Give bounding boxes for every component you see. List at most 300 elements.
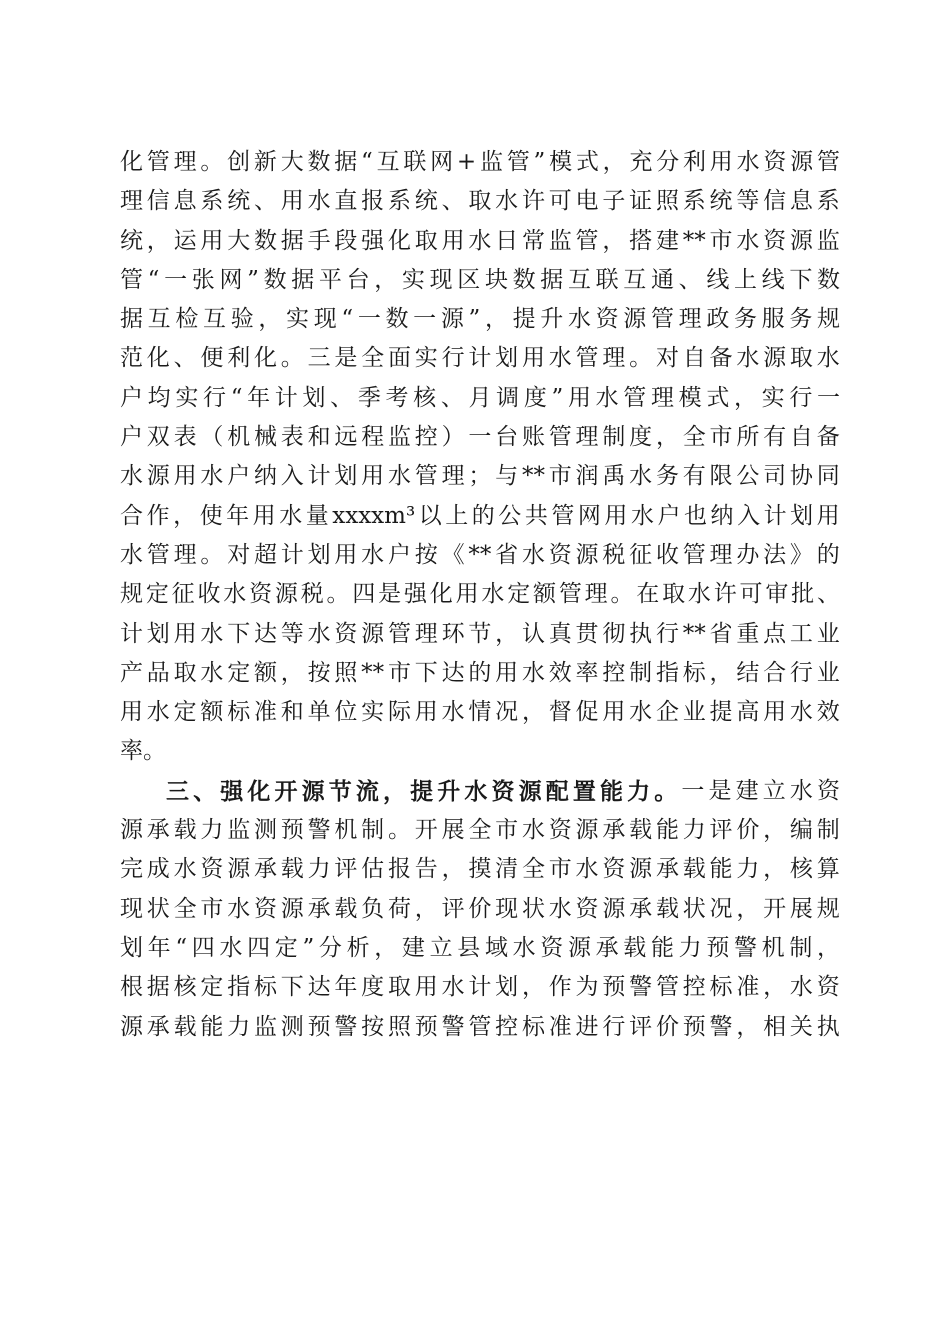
text-line xyxy=(120,890,840,929)
text-glyph: 运 xyxy=(173,227,197,254)
text-glyph: 资 xyxy=(816,974,840,1001)
text-glyph: 计 xyxy=(468,345,492,372)
text-glyph: 提 xyxy=(709,699,733,726)
text-line xyxy=(120,457,840,496)
text-glyph: 区 xyxy=(457,266,481,293)
text-glyph: 水 xyxy=(307,620,331,647)
text-glyph: 程 xyxy=(361,424,385,451)
text-glyph: 考 xyxy=(385,384,409,411)
text-glyph: ， xyxy=(736,895,760,922)
text-glyph: 源 xyxy=(227,856,251,883)
text-glyph: 监 xyxy=(227,817,251,844)
text-glyph: 下 xyxy=(789,266,813,293)
text-glyph: 指 xyxy=(227,974,251,1001)
text-glyph: 水 xyxy=(687,581,711,608)
text-glyph: 禹 xyxy=(602,463,626,490)
text-glyph: 规 xyxy=(817,306,840,333)
text-glyph: 定 xyxy=(173,699,197,726)
text-glyph: 承 xyxy=(595,934,619,961)
text-glyph: 系 xyxy=(200,188,224,215)
text-glyph: 公 xyxy=(736,463,760,490)
text-glyph: 监 xyxy=(548,227,572,254)
text-glyph: 报 xyxy=(387,856,411,883)
text-glyph: 机 xyxy=(334,817,358,844)
text-glyph: 关 xyxy=(789,1013,813,1040)
text-glyph: 承 xyxy=(146,817,170,844)
text-glyph: 水 xyxy=(481,581,505,608)
text-glyph: 力 xyxy=(227,1013,251,1040)
text-glyph: 状 xyxy=(682,895,706,922)
text-glyph: “ xyxy=(147,266,160,293)
section-heading-line xyxy=(120,772,840,811)
text-glyph: 相 xyxy=(763,1013,787,1040)
text-glyph: 达 xyxy=(307,974,331,1001)
text-glyph: 用 xyxy=(334,541,358,568)
text-glyph: 核 xyxy=(413,384,437,411)
text-glyph: 定 xyxy=(507,581,531,608)
text-glyph: 管 xyxy=(146,149,170,175)
text-glyph: 源 xyxy=(602,895,626,922)
text-glyph: 管 xyxy=(575,227,599,254)
text-glyph: 利 xyxy=(683,149,706,175)
section-heading-glyph: 流 xyxy=(355,777,379,805)
text-glyph: 预 xyxy=(414,1013,438,1040)
text-glyph: 源 xyxy=(629,856,653,883)
text-glyph: 用 xyxy=(173,463,197,490)
text-glyph: 准 xyxy=(253,699,277,726)
text-glyph: ， xyxy=(495,620,519,647)
text-glyph: 制 xyxy=(629,659,653,686)
text-run: 率。 xyxy=(120,738,166,765)
section-heading-glyph: 置 xyxy=(572,777,596,805)
text-glyph: ， xyxy=(521,974,545,1001)
text-glyph: 警 xyxy=(629,974,653,1001)
text-glyph: 备 xyxy=(816,424,840,451)
text-glyph: 机 xyxy=(227,424,251,451)
text-glyph: 水 xyxy=(200,620,224,647)
text-glyph: 与 xyxy=(495,463,519,490)
text-glyph: 市 xyxy=(495,817,519,844)
text-glyph: 面 xyxy=(387,345,411,372)
text-glyph: 展 xyxy=(441,817,465,844)
section-heading-glyph: 。 xyxy=(654,777,678,805)
text-glyph: 一 xyxy=(817,384,840,411)
text-glyph: 承 xyxy=(146,1013,170,1040)
text-glyph: ， xyxy=(258,306,282,333)
text-glyph: 。 xyxy=(387,817,411,844)
text-glyph: 力 xyxy=(678,934,702,961)
text-glyph: 水 xyxy=(789,777,813,804)
text-glyph: ， xyxy=(763,817,787,844)
text-glyph: 。 xyxy=(280,345,304,372)
text-glyph: ， xyxy=(414,895,438,922)
text-glyph: 是 xyxy=(334,345,358,372)
text-glyph: 品 xyxy=(146,659,170,686)
text-glyph: 管 xyxy=(551,502,575,529)
text-glyph: 可 xyxy=(548,188,572,215)
text-glyph: 息 xyxy=(789,188,813,215)
text-glyph: 上 xyxy=(733,266,757,293)
text-glyph: 市 xyxy=(709,227,733,254)
text-glyph: 数 xyxy=(512,266,536,293)
text-glyph: 新 xyxy=(253,149,277,175)
text-glyph: ” xyxy=(551,384,564,411)
text-glyph: 量 xyxy=(305,502,329,529)
text-glyph: 服 xyxy=(761,306,785,333)
text-glyph: 户 xyxy=(120,424,143,451)
text-glyph: 张 xyxy=(191,266,215,293)
text-glyph: 用 xyxy=(567,384,591,411)
text-glyph: 控 xyxy=(495,1013,519,1040)
text-glyph: 况 xyxy=(709,895,733,922)
text-glyph: 建 xyxy=(655,227,679,254)
text-glyph: 计 xyxy=(763,502,787,529)
text-glyph: 等 xyxy=(280,620,304,647)
text-glyph: 管 xyxy=(575,345,599,372)
text-glyph: 入 xyxy=(280,463,304,490)
text-glyph: 载 xyxy=(682,856,706,883)
text-glyph: 高 xyxy=(736,699,760,726)
text-glyph: 资 xyxy=(548,817,572,844)
text-glyph: 水 xyxy=(816,345,840,372)
text-glyph: 管 xyxy=(414,463,438,490)
text-glyph: 系 xyxy=(387,188,411,215)
section-heading-glyph: 配 xyxy=(545,777,569,805)
text-glyph: 》 xyxy=(789,541,813,568)
text-glyph: 全 xyxy=(173,895,197,922)
text-glyph: 年 xyxy=(147,934,171,961)
text-glyph: 预 xyxy=(602,974,626,1001)
text-glyph: 系 xyxy=(816,188,840,215)
text-glyph: 效 xyxy=(816,699,840,726)
text-glyph: 数 xyxy=(263,266,287,293)
text-glyph: 理 xyxy=(602,345,626,372)
text-glyph: 分 xyxy=(656,149,680,175)
text-glyph: 以 xyxy=(418,502,442,529)
text-glyph: 化 xyxy=(120,149,143,175)
text-glyph: 行 xyxy=(789,384,813,411)
text-glyph: 信 xyxy=(146,188,170,215)
text-glyph: 定 xyxy=(145,581,169,608)
text-glyph: 水 xyxy=(575,856,599,883)
text-glyph: 一 xyxy=(413,306,437,333)
text-glyph: 源 xyxy=(789,227,813,254)
text-glyph: 户 xyxy=(657,502,681,529)
section-heading-glyph: 能 xyxy=(600,777,623,805)
text-glyph: 水 xyxy=(219,934,243,961)
text-glyph: 警 xyxy=(709,1013,733,1040)
text-glyph: 按 xyxy=(414,541,438,568)
text-glyph: ** xyxy=(361,659,385,686)
text-glyph: 大 xyxy=(227,227,251,254)
text-glyph: 力 xyxy=(307,856,331,883)
text-glyph: 远 xyxy=(334,424,358,451)
text-glyph: ” xyxy=(247,266,259,293)
text-glyph: 强 xyxy=(403,581,427,608)
text-glyph: 结 xyxy=(736,659,760,686)
text-glyph: 创 xyxy=(227,149,251,175)
text-glyph: 制 xyxy=(602,424,626,451)
text-glyph: 计 xyxy=(280,541,304,568)
text-glyph: 理 xyxy=(441,463,465,490)
text-glyph: 载 xyxy=(173,1013,197,1040)
text-glyph: 系 xyxy=(682,188,706,215)
text-glyph: 度 xyxy=(629,424,653,451)
text-glyph: 季 xyxy=(357,384,381,411)
text-glyph: 源 xyxy=(440,306,464,333)
text-glyph: 式 xyxy=(575,149,599,175)
text-glyph: 数 xyxy=(385,306,409,333)
text-glyph: 《 xyxy=(441,541,465,568)
text-glyph: 开 xyxy=(763,895,787,922)
text-glyph: 根 xyxy=(120,974,143,1001)
text-glyph: 位 xyxy=(334,699,358,726)
text-line xyxy=(120,850,840,889)
text-glyph: 用 xyxy=(280,188,304,215)
text-glyph: 务 xyxy=(655,463,679,490)
text-glyph: 取 xyxy=(414,227,438,254)
text-glyph: 水 xyxy=(629,699,653,726)
text-glyph: 水 xyxy=(521,659,545,686)
text-glyph: 理 xyxy=(709,541,733,568)
text-glyph: 据 xyxy=(540,266,564,293)
text-glyph: 预 xyxy=(682,1013,706,1040)
text-glyph: 管 xyxy=(506,149,530,175)
text-glyph: 水 xyxy=(548,345,572,372)
text-glyph: 收 xyxy=(655,541,679,568)
text-glyph: 按 xyxy=(307,659,331,686)
text-glyph: 监 xyxy=(479,149,503,175)
text-glyph: 的 xyxy=(468,659,492,686)
text-glyph: 水 xyxy=(146,699,170,726)
text-glyph: 准 xyxy=(548,1013,572,1040)
text-glyph: 控 xyxy=(602,659,626,686)
text-glyph: 月 xyxy=(468,384,492,411)
section-heading-glyph: 、 xyxy=(193,777,217,805)
text-line xyxy=(120,379,840,418)
text-glyph: 监 xyxy=(387,424,411,451)
text-glyph: 水 xyxy=(227,895,251,922)
text-glyph: 使 xyxy=(199,502,223,529)
text-glyph: 控 xyxy=(682,974,706,1001)
text-glyph: 监 xyxy=(816,227,840,254)
text-glyph: 核 xyxy=(173,974,197,1001)
text-glyph: 达 xyxy=(253,620,277,647)
text-glyph: 证 xyxy=(629,188,653,215)
text-glyph: 标 xyxy=(227,699,251,726)
text-glyph: 立 xyxy=(762,777,786,804)
text-glyph: 据 xyxy=(120,306,143,333)
text-glyph: 定 xyxy=(227,659,251,686)
text-glyph: 公 xyxy=(498,502,522,529)
text-glyph: 实 xyxy=(361,699,385,726)
text-glyph: 价 xyxy=(736,817,760,844)
text-line xyxy=(120,968,840,1007)
text-glyph: 源 xyxy=(575,817,599,844)
text-glyph: 资 xyxy=(595,306,619,333)
text-glyph: 承 xyxy=(629,895,653,922)
text-glyph: 全 xyxy=(521,856,545,883)
text-glyph: 直 xyxy=(334,188,358,215)
text-line xyxy=(120,497,840,536)
text-glyph: 划 xyxy=(307,541,331,568)
text-glyph: 化 xyxy=(253,345,277,372)
text-glyph: 和 xyxy=(307,424,331,451)
text-glyph: 、 xyxy=(253,188,277,215)
text-glyph: 展 xyxy=(789,895,813,922)
text-line xyxy=(120,222,840,261)
text-glyph: 备 xyxy=(709,345,733,372)
text-line xyxy=(120,654,840,693)
text-glyph: 用 xyxy=(252,502,276,529)
text-glyph: 实 xyxy=(175,384,199,411)
text-glyph: 水 xyxy=(789,699,813,726)
text-glyph: 行 xyxy=(655,620,679,647)
text-glyph: 警 xyxy=(733,934,757,961)
text-glyph: 立 xyxy=(429,934,453,961)
text-glyph: 管 xyxy=(655,974,679,1001)
text-glyph: 水 xyxy=(279,502,303,529)
text-glyph: 用 xyxy=(709,149,733,175)
text-glyph: 情 xyxy=(468,699,492,726)
text-glyph: 资 xyxy=(817,777,840,804)
text-glyph: 水 xyxy=(223,581,247,608)
text-glyph: 水 xyxy=(789,974,813,1001)
text-glyph: 控 xyxy=(414,424,438,451)
text-glyph: 取 xyxy=(468,188,492,215)
text-glyph: 。 xyxy=(610,581,634,608)
text-glyph: 的 xyxy=(471,502,495,529)
text-glyph: 源 xyxy=(120,817,143,844)
section-heading-glyph: 力 xyxy=(627,777,651,805)
text-glyph: 清 xyxy=(495,856,519,883)
text-glyph: 互 xyxy=(376,149,400,175)
text-glyph: 县 xyxy=(457,934,481,961)
text-glyph: 征 xyxy=(171,581,195,608)
text-glyph: 管 xyxy=(650,306,674,333)
text-glyph: 入 xyxy=(737,502,761,529)
text-glyph: 资 xyxy=(249,581,273,608)
text-glyph: 业 xyxy=(816,620,840,647)
text-glyph: 理 xyxy=(173,149,197,175)
text-line xyxy=(120,182,840,221)
text-glyph: 水 xyxy=(521,541,545,568)
text-glyph: 务 xyxy=(733,306,757,333)
text-glyph: 标 xyxy=(521,1013,545,1040)
text-glyph: 有 xyxy=(763,424,787,451)
text-glyph: 省 xyxy=(709,620,733,647)
text-glyph: 承 xyxy=(307,895,331,922)
text-glyph: 联 xyxy=(595,266,619,293)
text-glyph: 三 xyxy=(307,345,331,372)
text-glyph: （ xyxy=(200,424,224,451)
text-glyph: ， xyxy=(602,149,626,175)
text-glyph: 际 xyxy=(387,699,411,726)
text-glyph: 源 xyxy=(274,581,298,608)
text-glyph: ， xyxy=(763,856,787,883)
text-glyph: 标 xyxy=(253,974,277,1001)
text-glyph: 完 xyxy=(120,856,143,883)
text-glyph: 价 xyxy=(468,895,492,922)
text-glyph: 评 xyxy=(709,817,733,844)
text-glyph: 下 xyxy=(227,620,251,647)
text-glyph: 指 xyxy=(655,659,679,686)
text-glyph: ** xyxy=(468,541,492,568)
text-line xyxy=(120,536,840,575)
text-glyph: 许 xyxy=(521,188,545,215)
text-glyph: 双 xyxy=(146,424,170,451)
text-glyph: 企 xyxy=(655,699,679,726)
text-glyph: 规 xyxy=(816,895,840,922)
text-glyph: ” xyxy=(302,934,315,961)
text-glyph: 编 xyxy=(789,817,813,844)
text-glyph: ， xyxy=(173,502,197,529)
text-glyph: 作 xyxy=(146,502,170,529)
text-glyph: 用 xyxy=(441,227,465,254)
text-glyph: 便 xyxy=(200,345,224,372)
text-glyph: 税 xyxy=(300,581,324,608)
text-glyph: 机 xyxy=(761,934,785,961)
text-glyph: 台 xyxy=(495,424,519,451)
text-glyph: 标 xyxy=(709,974,733,1001)
text-glyph: 管 xyxy=(468,1013,492,1040)
text-glyph: 水 xyxy=(441,699,465,726)
text-glyph: 合 xyxy=(763,659,787,686)
text-glyph: 表 xyxy=(173,424,197,451)
text-glyph: ** xyxy=(521,463,545,490)
text-line xyxy=(120,693,840,732)
text-glyph: ； xyxy=(468,463,492,490)
text-glyph: 共 xyxy=(524,502,548,529)
text-glyph: 纳 xyxy=(253,463,277,490)
text-glyph: 水 xyxy=(200,659,224,686)
text-glyph: 源 xyxy=(790,149,814,175)
text-line xyxy=(120,143,840,182)
text-glyph: 水 xyxy=(521,817,545,844)
text-glyph: 管 xyxy=(623,384,647,411)
text-glyph: 资 xyxy=(253,895,277,922)
text-glyph: 电 xyxy=(575,188,599,215)
text-glyph: 数 xyxy=(253,227,277,254)
text-glyph: 水 xyxy=(595,384,619,411)
text-glyph: 率 xyxy=(575,659,599,686)
text-glyph: 额 xyxy=(253,659,277,686)
text-glyph: 自 xyxy=(789,424,813,451)
text-glyph: ” xyxy=(533,149,546,175)
text-glyph: 源 xyxy=(361,620,385,647)
text-glyph: 理 xyxy=(414,620,438,647)
text-glyph: 息 xyxy=(173,188,197,215)
text-glyph: 用 xyxy=(361,463,385,490)
text-glyph: 计 xyxy=(468,974,492,1001)
text-glyph: 利 xyxy=(227,345,251,372)
text-glyph: 取 xyxy=(662,581,686,608)
text-glyph: ） xyxy=(441,424,465,451)
text-glyph: 划 xyxy=(790,502,814,529)
text-glyph: 管 xyxy=(558,581,582,608)
text-glyph: ” xyxy=(468,306,481,333)
text-glyph: 能 xyxy=(709,856,733,883)
text-glyph: 取 xyxy=(387,974,411,1001)
text-glyph: 况 xyxy=(495,699,519,726)
text-glyph: 载 xyxy=(623,934,647,961)
text-glyph: 全 xyxy=(468,817,492,844)
text-line xyxy=(120,575,840,614)
text-glyph: 水 xyxy=(629,463,653,490)
text-glyph: 资 xyxy=(334,620,358,647)
text-glyph: 市 xyxy=(548,463,572,490)
text-glyph: 据 xyxy=(334,149,358,175)
